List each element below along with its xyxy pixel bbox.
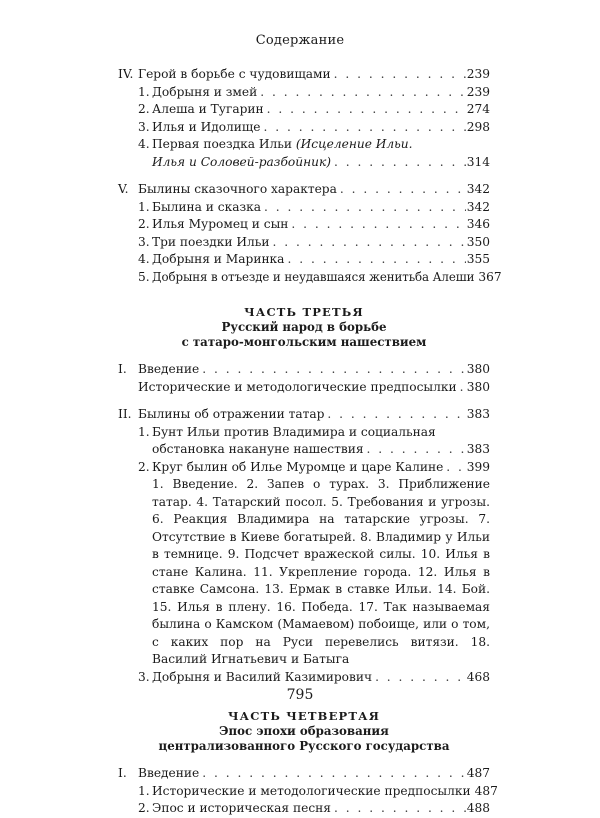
item-title: Алеша и Тугарин xyxy=(152,102,264,116)
dot-leader xyxy=(375,669,466,687)
item-title: Добрыня и Василий Казимирович xyxy=(152,669,373,684)
section-title: Введение xyxy=(138,766,200,780)
item-number: 1. xyxy=(138,84,150,99)
table-of-contents xyxy=(118,66,502,818)
page-ref: 239 xyxy=(466,67,490,81)
part-heading: ЧАСТЬ ЧЕТВЕРТАЯ xyxy=(227,709,381,723)
item-number: 4. xyxy=(138,252,150,266)
item-title: Добрыня и змей xyxy=(152,84,258,99)
item-number: 2. xyxy=(138,801,150,815)
page-ref: 355 xyxy=(466,252,490,266)
toc-item[interactable] xyxy=(118,800,490,818)
item-number: 2. xyxy=(138,459,150,474)
dot-leader xyxy=(273,234,466,252)
page-ref: 298 xyxy=(466,119,490,134)
section-number: I. xyxy=(118,362,127,376)
item-title: Исторические и методологические предпосылки xyxy=(152,783,471,798)
toc-item[interactable] xyxy=(118,251,490,269)
page-ref: 487 xyxy=(466,766,490,780)
item-number: 1. xyxy=(138,783,150,798)
dot-leader xyxy=(327,406,465,424)
dot-leader xyxy=(263,119,465,137)
dot-leader xyxy=(334,154,466,172)
dot-leader xyxy=(446,459,465,477)
item-title: обстановка накануне нашествия xyxy=(152,442,364,456)
item-title: Илья и Идолище xyxy=(152,119,261,134)
item-number: 3. xyxy=(138,234,150,249)
toc-item[interactable] xyxy=(118,84,490,102)
toc-item[interactable] xyxy=(118,269,502,287)
toc-item-continuation[interactable] xyxy=(118,154,490,172)
item-title: Добрыня и Маринка xyxy=(152,252,285,266)
section-number: II. xyxy=(118,407,132,421)
item-number: 1. xyxy=(138,424,150,439)
part-subtitle: Русский народ в борьбе xyxy=(221,320,387,334)
section-title: Былины сказочного характера xyxy=(138,182,337,196)
toc-section-i[interactable] xyxy=(118,361,490,379)
toc-item[interactable] xyxy=(118,101,490,119)
dot-leader xyxy=(367,441,466,459)
item-number: 3. xyxy=(138,119,150,134)
item-title: Исторические и методологические предпосылки xyxy=(138,379,457,394)
part-heading: ЧАСТЬ ТРЕТЬЯ xyxy=(244,305,364,319)
dot-leader xyxy=(260,84,466,102)
page-ref: 367 xyxy=(478,269,502,284)
page-ref: 488 xyxy=(466,801,490,815)
toc-section-v[interactable] xyxy=(118,181,490,199)
toc-section-iv[interactable] xyxy=(118,66,490,84)
dot-leader xyxy=(202,765,466,783)
item-title: Первая поездка Ильи xyxy=(152,137,293,151)
page-ref: 314 xyxy=(466,154,490,169)
page-ref: 468 xyxy=(466,669,490,684)
page-ref: 380 xyxy=(466,379,490,394)
page-ref: 342 xyxy=(466,199,490,214)
part-subtitle: с татаро-монгольским нашествием xyxy=(181,334,427,349)
dot-leader xyxy=(202,361,466,379)
toc-section-ii[interactable] xyxy=(118,406,490,424)
toc-item[interactable] xyxy=(118,199,490,217)
dot-leader xyxy=(460,379,466,397)
item-contents-list: 1. Введение. 2. Запев о турах. 3. Приближение татар. 4. Татарский посол. 5. Требования и угрозы. 6. Реакция Владимира на татарские угрозы. 7. Отсутствие в Киеве богатырей. 8. Владимир у Ильи в темнице. 9. Подсчет вражеской силы. 10. Илья в стане Калина. 11. Укрепление города. 12. Илья в ставке Самсона. 13. Ермак в ставке Ильи. 14. Бой. 15. Илья в плену. 16. Победа. 17. Так называемая былина о Камском (Мамаевом) побоище, или о том, с каких пор на Руси перевелись витязи. 18. Василий Игнатьевич и Батыга xyxy=(152,477,490,666)
toc-section-i[interactable] xyxy=(118,765,490,783)
page-ref: 383 xyxy=(466,407,490,421)
dot-leader xyxy=(267,101,466,119)
item-title: Бунт Ильи против Владимира и социальная xyxy=(152,424,436,439)
item-number: 4. xyxy=(138,137,150,151)
item-subtitle: Илья и Соловей-разбойник) xyxy=(152,154,331,169)
item-title: Былина и сказка xyxy=(152,199,262,214)
toc-item[interactable] xyxy=(118,669,490,687)
toc-item[interactable] xyxy=(118,783,498,801)
item-number: 5. xyxy=(138,269,150,284)
dot-leader xyxy=(334,800,466,818)
page-ref: 399 xyxy=(466,459,490,474)
dot-leader xyxy=(287,251,465,269)
page-ref: 380 xyxy=(466,362,490,376)
page-ref: 383 xyxy=(466,442,490,456)
toc-item[interactable] xyxy=(118,216,490,234)
toc-item-continuation[interactable] xyxy=(118,441,490,459)
toc-item[interactable] xyxy=(118,119,490,137)
toc-item[interactable] xyxy=(118,424,490,442)
page-ref: 346 xyxy=(466,217,490,231)
section-title: Введение xyxy=(138,362,200,376)
page-ref: 342 xyxy=(466,182,490,196)
part-subtitle: централизованного Русского государства xyxy=(158,738,450,753)
toc-item[interactable] xyxy=(118,136,490,154)
dot-leader xyxy=(264,199,466,217)
section-number: IV. xyxy=(118,67,134,81)
item-subtitle: (Исцеление Ильи. xyxy=(295,137,413,151)
item-title: Илья Муромец и сын xyxy=(152,217,289,231)
page-ref: 487 xyxy=(474,783,498,798)
part-subtitle: Эпос эпохи образования xyxy=(219,724,389,738)
item-title: Круг былин об Илье Муромце и царе Калине xyxy=(152,459,444,474)
page-number: 795 xyxy=(286,687,314,703)
item-number: 2. xyxy=(138,217,150,231)
item-number: 3. xyxy=(138,669,150,684)
page-ref: 239 xyxy=(466,84,490,99)
dot-leader xyxy=(340,181,466,199)
toc-item[interactable] xyxy=(118,379,490,397)
dot-leader xyxy=(334,66,466,84)
section-number: I. xyxy=(118,766,127,780)
page-ref: 350 xyxy=(466,234,490,249)
section-title: Герой в борьбе с чудовищами xyxy=(138,67,331,81)
section-title: Былины об отражении татар xyxy=(138,407,325,421)
toc-item[interactable] xyxy=(118,234,490,252)
running-header: Содержание xyxy=(255,33,345,48)
item-number: 2. xyxy=(138,102,150,116)
item-number: 1. xyxy=(138,199,150,214)
dot-leader xyxy=(291,216,465,234)
section-number: V. xyxy=(118,182,129,196)
item-title: Добрыня в отъезде и неудавшаяся женитьба Алеши xyxy=(152,269,475,284)
item-title: Три поездки Ильи xyxy=(152,234,270,249)
item-title: Эпос и историческая песня xyxy=(152,801,331,815)
toc-item[interactable] xyxy=(118,459,490,477)
page-ref: 274 xyxy=(466,102,490,116)
